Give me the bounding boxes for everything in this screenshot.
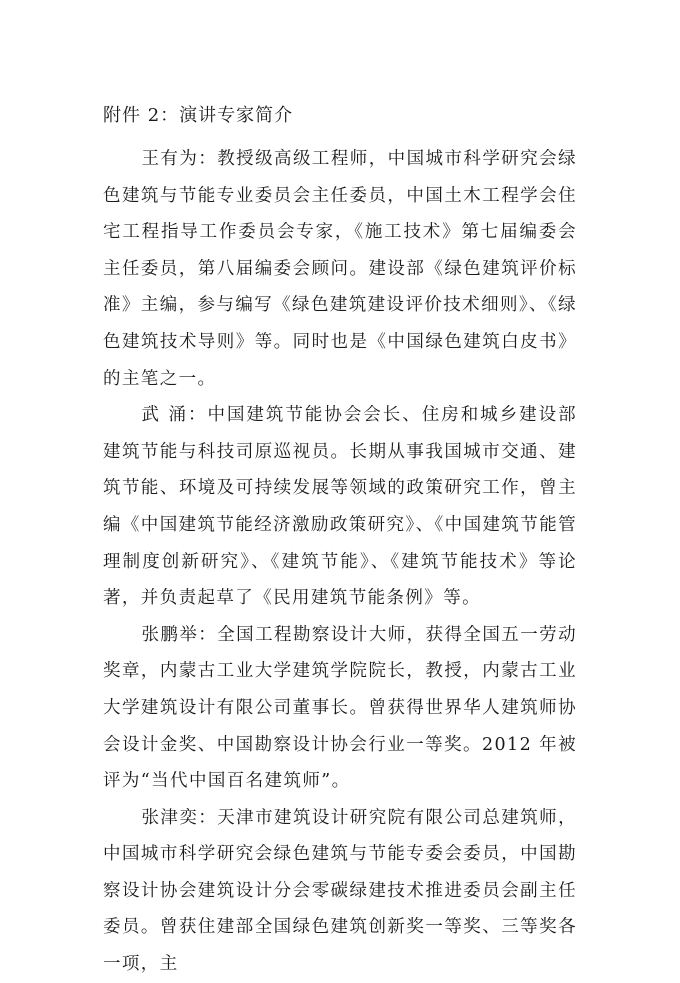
document-heading: 附件 2：演讲专家简介 <box>103 105 294 126</box>
bio-paragraph-zhang-pengju: 张鹏举：全国工程勘察设计大师，获得全国五一劳动奖章，内蒙古工业大学建筑学院院长，教授，内蒙古工业大学建筑设计有限公司董事长。曾获得世界华人建筑师协会设计金奖、中国勘察设计协会行业一等奖。2012 年被评为“当代中国百名建筑师”。 <box>103 624 577 792</box>
bio-paragraph-zhang-jinyi: 张津奕：天津市建筑设计研究院有限公司总建筑师，中国城市科学研究会绿色建筑与节能专委会委员，中国勘察设计协会建筑设计分会零碳绿建技术推进委员会副主任委员。曾获住建部全国绿色建筑创新奖一等奖、三等奖各一项，主 <box>103 807 577 975</box>
bio-paragraph-wu-yong: 武 涌：中国建筑节能协会会长、住房和城乡建设部建筑节能与科技司原巡视员。长期从事我国城市交通、建筑节能、环境及可持续发展等领域的政策研究工作，曾主编《中国建筑节能经济激励政策研究》、《中国建筑节能管理制度创新研究》、《建筑节能》、《建筑节能技术》等论著，并负责起草了《民用建筑节能条例》等。 <box>103 405 577 609</box>
bio-paragraph-wang-youwei: 王有为：教授级高级工程师，中国城市科学研究会绿色建筑与节能专业委员会主任委员，中国土木工程学会住宅工程指导工作委员会专家，《施工技术》第七届编委会主任委员，第八届编委会顾问。建设部《绿色建筑评价标准》主编，参与编写《绿色建筑建设评价技术细则》、《绿色建筑技术导则》等。同时也是《中国绿色建筑白皮书》的主笔之一。 <box>103 149 577 389</box>
document-body <box>103 141 577 983</box>
